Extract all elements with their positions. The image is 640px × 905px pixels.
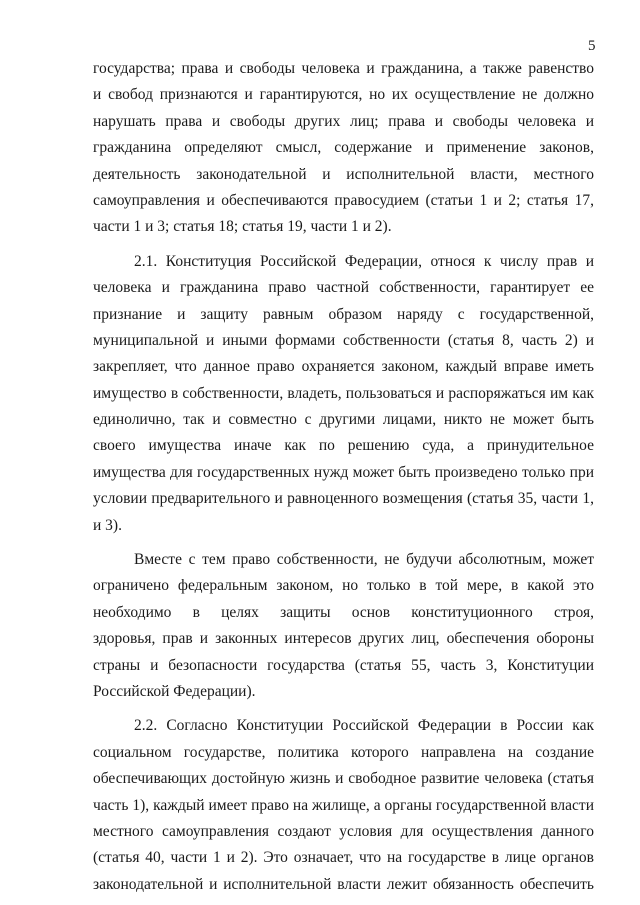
text-line: муниципальной и иными формами собственности (статья 8, часть 2) и bbox=[93, 331, 594, 349]
paragraph bbox=[93, 713, 594, 898]
text-line: закрепляет, что данное право охраняется законом, каждый вправе иметь bbox=[93, 358, 594, 376]
text-line: страны и безопасности государства (статья 55, часть 3, Конституции bbox=[93, 656, 594, 674]
text-line: социальном государстве, политика которого направлена на создание bbox=[93, 743, 594, 761]
text-line: Вместе с тем право собственности, не будучи абсолютным, может bbox=[134, 551, 594, 569]
text-line: нарушать права и свободы других лиц; права и свободы человека и bbox=[93, 112, 594, 130]
text-line: самоуправления и обеспечиваются правосудием (статьи 1 и 2; статья 17, bbox=[93, 191, 594, 209]
text-line: части 1 и 3; статья 18; статья 19, части 1 и 2). bbox=[93, 218, 392, 236]
text-line: здоровья, прав и законных интересов других лиц, обеспечения обороны bbox=[93, 630, 594, 648]
text-line: Российской Федерации). bbox=[93, 682, 256, 700]
text-line: своего имущества иначе как по решению суда, а принудительное bbox=[93, 437, 594, 455]
paragraph-gap bbox=[93, 241, 594, 249]
text-line: (статья 40, части 1 и 2). Это означает, что на государстве в лице органов bbox=[93, 849, 594, 867]
text-line: ограничено федеральным законом, но только в той мере, в какой это bbox=[93, 577, 594, 595]
text-line: и свобод признаются и гарантируются, но их осуществление не должно bbox=[93, 86, 594, 104]
text-line: необходимо в целях защиты основ конституционного строя, bbox=[93, 603, 594, 621]
text-line: имущества для государственных нужд может быть произведено только при bbox=[93, 463, 594, 481]
text-line: часть 1), каждый имеет право на жилище, а органы государственной власти bbox=[93, 796, 594, 814]
text-line: и 3). bbox=[93, 516, 122, 534]
text-line: человека и гражданина право частной собственности, гарантирует ее bbox=[93, 279, 594, 297]
text-line: деятельность законодательной и исполнительной власти, местного bbox=[93, 165, 594, 183]
text-line: имущество в собственности, владеть, пользоваться и распоряжаться им как bbox=[93, 384, 594, 402]
text-line: 2.1. Конституция Российской Федерации, относя к числу прав и bbox=[134, 252, 594, 270]
paragraph bbox=[93, 547, 594, 705]
paragraph-gap bbox=[93, 705, 594, 713]
text-line: условии предварительного и равноценного возмещения (статья 35, части 1, bbox=[93, 490, 594, 508]
text-line: государства; права и свободы человека и гражданина, а также равенство bbox=[93, 60, 594, 77]
text-line: местного самоуправления создают условия для осуществления данного bbox=[93, 822, 594, 840]
text-line: единолично, так и совместно с другими лицами, никто не может быть bbox=[93, 411, 594, 429]
paragraph-gap bbox=[93, 539, 594, 547]
text-line: 2.2. Согласно Конституции Российской Федерации в России как bbox=[134, 717, 594, 735]
paragraph bbox=[93, 249, 594, 539]
document-body bbox=[93, 56, 594, 898]
text-line: гражданина определяют смысл, содержание и применение законов, bbox=[93, 139, 594, 157]
page-number: 5 bbox=[588, 38, 596, 54]
text-line: законодательной и исполнительной власти лежит обязанность обеспечить bbox=[93, 875, 594, 893]
text-line: обеспечивающих достойную жизнь и свободное развитие человека (статья bbox=[93, 770, 594, 788]
paragraph bbox=[93, 56, 594, 241]
text-line: признание и защиту равным образом наряду с государственной, bbox=[93, 305, 594, 323]
